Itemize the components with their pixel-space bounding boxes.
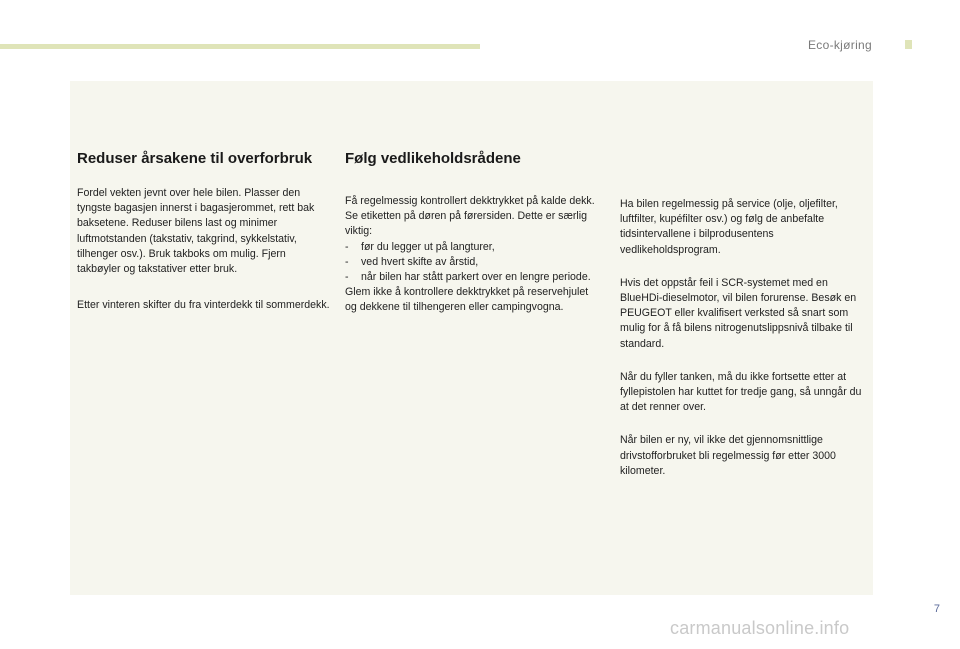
paragraph-new-vehicle: Når bilen er ny, vil ikke det gjennomsnittlige drivstofforbruket bli regelmessig før etter 3000 kilometer. bbox=[620, 434, 836, 477]
heading-reduce-consumption: Reduser årsakene til overforbruk bbox=[77, 150, 313, 167]
tyre-check-list bbox=[345, 240, 595, 286]
section-marker bbox=[905, 40, 912, 49]
watermark: carmanualsonline.info bbox=[670, 618, 850, 638]
paragraph-winter-tyres: Etter vinteren skifter du fra vinterdekk til sommerdekk. bbox=[77, 299, 330, 312]
paragraph-load-distribution: Fordel vekten jevnt over hele bilen. Plasser den tyngste bagasjen innerst i bagasjerommet, rett bak baksetene. Reduser bilens last og minimer luftmotstanden (takstativ, takgrind, sykkelstativ, tilhenger osv.). Bruk takboks om mulig. Fjern takbøyler og takstativer etter bruk. bbox=[77, 187, 315, 276]
column-reduce-consumption bbox=[77, 151, 332, 313]
list-item: - ved hvert skifte av årstid, bbox=[345, 255, 595, 270]
list-item: - før du legger ut på langturer, bbox=[345, 240, 595, 255]
paragraph-scr-system: Hvis det oppstår feil i SCR-systemet med en BlueHDi-dieselmotor, vil bilen forurense. Besøk en PEUGEOT eller kvalifisert verksted så snart som mulig for å få bilens nitrogenutslippsnivå tilbake til standard. bbox=[620, 276, 857, 350]
paragraph-spare-wheel: Glem ikke å kontrollere dekktrykket på reservehjulet og dekkene til tilhengeren eller campingvogna. bbox=[345, 286, 589, 314]
paragraph-tyre-pressure: Få regelmessig kontrollert dekktrykket på kalde dekk. Se etiketten på døren på førersiden. Dette er særlig viktig: bbox=[345, 195, 595, 238]
heading-maintenance: Følg vedlikeholdsrådene bbox=[345, 150, 521, 167]
section-title: Eco-kjøring bbox=[808, 38, 872, 52]
page-number: 7 bbox=[933, 603, 940, 615]
header-accent-bar bbox=[0, 44, 480, 49]
column-service bbox=[620, 197, 865, 479]
paragraph-refuelling: Når du fyller tanken, må du ikke fortsette etter at fyllepistolen har kuttet for tredje gang, så unngår du at det renner over. bbox=[620, 370, 862, 414]
paragraph-service: Ha bilen regelmessig på service (olje, oljefilter, luftfilter, kupéfilter osv.) og følg de anbefalte tidsintervallene i bilprodusentens vedlikeholdsprogram. bbox=[620, 198, 838, 256]
column-maintenance bbox=[345, 151, 595, 316]
list-item: - når bilen har stått parkert over en lengre periode. bbox=[345, 270, 595, 285]
